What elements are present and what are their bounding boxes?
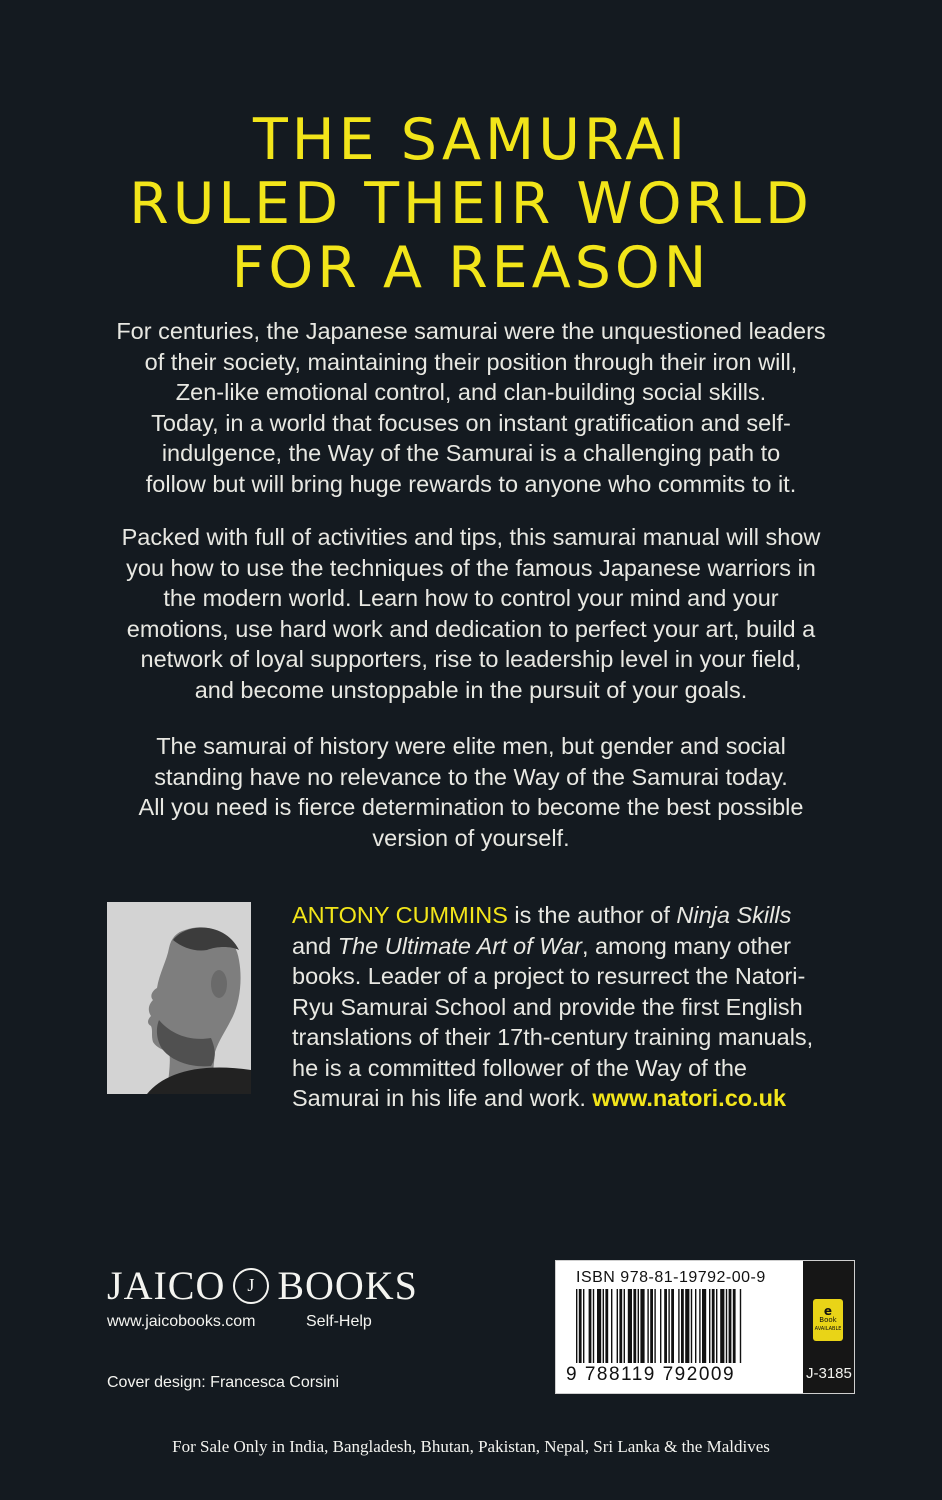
blurb-paragraph-3 xyxy=(90,731,852,853)
publisher-emblem-icon xyxy=(233,1268,269,1304)
bio-line: books. Leader of a project to resurrect the Natori- xyxy=(292,963,806,989)
bio-line xyxy=(292,931,852,962)
publisher-name-left: JAICO xyxy=(107,1263,226,1308)
headline-line: FOR A REASON xyxy=(231,235,711,301)
blurb-paragraph-1 xyxy=(90,316,852,499)
blurb-line: standing have no relevance to the Way of the Samurai today. xyxy=(154,763,788,790)
bio-text: , among many other xyxy=(581,932,791,959)
bio-line xyxy=(292,900,852,931)
barcode-icon xyxy=(576,1289,796,1365)
blurb-line: All you need is fierce determination to become the best possible xyxy=(138,794,804,820)
bio-line: Ryu Samurai School and provide the first English xyxy=(292,993,803,1020)
ebook-e: e xyxy=(823,1303,833,1318)
bio-line: he is a committed follower of the Way of the xyxy=(292,1054,747,1081)
blurb-line: Today, in a world that focuses on instant gratification and self- xyxy=(151,409,791,436)
book-title: Ninja Skills xyxy=(676,902,792,928)
blurb-line: you how to use the techniques of the famous Japanese warriors in xyxy=(126,554,816,581)
author-website-link[interactable]: www.natori.co.uk xyxy=(592,1085,787,1111)
book-category: Self-Help xyxy=(306,1313,372,1330)
blurb-line: the modern world. Learn how to control your mind and your xyxy=(163,585,779,611)
blurb-line: of their society, maintaining their position through their iron will, xyxy=(144,348,798,375)
bio-text: and xyxy=(292,932,338,959)
ebook-available: AVAILABLE xyxy=(814,1325,842,1332)
blurb-paragraph-2 xyxy=(90,522,852,705)
publisher-logo xyxy=(107,1262,418,1309)
headline xyxy=(0,108,942,300)
author-portrait-icon xyxy=(107,902,251,1094)
author-name: ANTONY CUMMINS xyxy=(292,902,508,928)
blurb-line: emotions, use hard work and dedication to perfect your art, build a xyxy=(126,615,816,642)
bio-text: Samurai in his life and work. xyxy=(292,1085,593,1111)
sale-notice: For Sale Only in India, Bangladesh, Bhutan, Pakistan, Nepal, Sri Lanka & the Maldives xyxy=(172,1437,770,1456)
ebook-strip xyxy=(803,1261,854,1393)
headline-line: THE SAMURAI xyxy=(252,107,690,173)
author-bio xyxy=(292,900,852,1114)
publisher-name-right: BOOKS xyxy=(277,1263,418,1308)
blurb-line: follow but will bring huge rewards to anyone who commits to it. xyxy=(145,470,797,497)
blurb-line: The samurai of history were elite men, but gender and social xyxy=(156,733,786,759)
bio-line: translations of their 17th-century training manuals, xyxy=(292,1024,814,1050)
bio-text: is the author of xyxy=(507,902,677,928)
publisher-website[interactable]: www.jaicobooks.com xyxy=(107,1313,256,1330)
headline-line: RULED THEIR WORLD xyxy=(129,171,813,237)
isbn-digits: 9 788119 792009 xyxy=(566,1364,736,1385)
ebook-book: Book xyxy=(819,1315,837,1324)
blurb-line: network of loyal supporters, rise to leadership level in your field, xyxy=(140,646,802,672)
cover-design-credit: Cover design: Francesca Corsini xyxy=(107,1374,340,1391)
blurb-line: Packed with full of activities and tips, this samurai manual will show xyxy=(121,524,821,550)
blurb-line: indulgence, the Way of the Samurai is a challenging path to xyxy=(161,440,781,466)
book-title: The Ultimate Art of War xyxy=(337,932,582,959)
publisher-emblem-letter: J xyxy=(247,1275,256,1295)
blurb-line: Zen-like emotional control, and clan-building social skills. xyxy=(175,379,767,405)
isbn-label: ISBN 978-81-19792-00-9 xyxy=(576,1269,766,1286)
blurb-line: For centuries, the Japanese samurai were the unquestioned leaders xyxy=(116,318,826,344)
author-photo xyxy=(107,902,251,1094)
product-code: J-3185 xyxy=(806,1365,852,1382)
blurb-line: and become unstoppable in the pursuit of your goals. xyxy=(194,676,748,703)
ebook-badge-icon xyxy=(813,1299,843,1341)
barcode-panel xyxy=(555,1260,855,1394)
blurb-line: version of yourself. xyxy=(372,824,570,851)
bio-line xyxy=(292,1083,852,1114)
